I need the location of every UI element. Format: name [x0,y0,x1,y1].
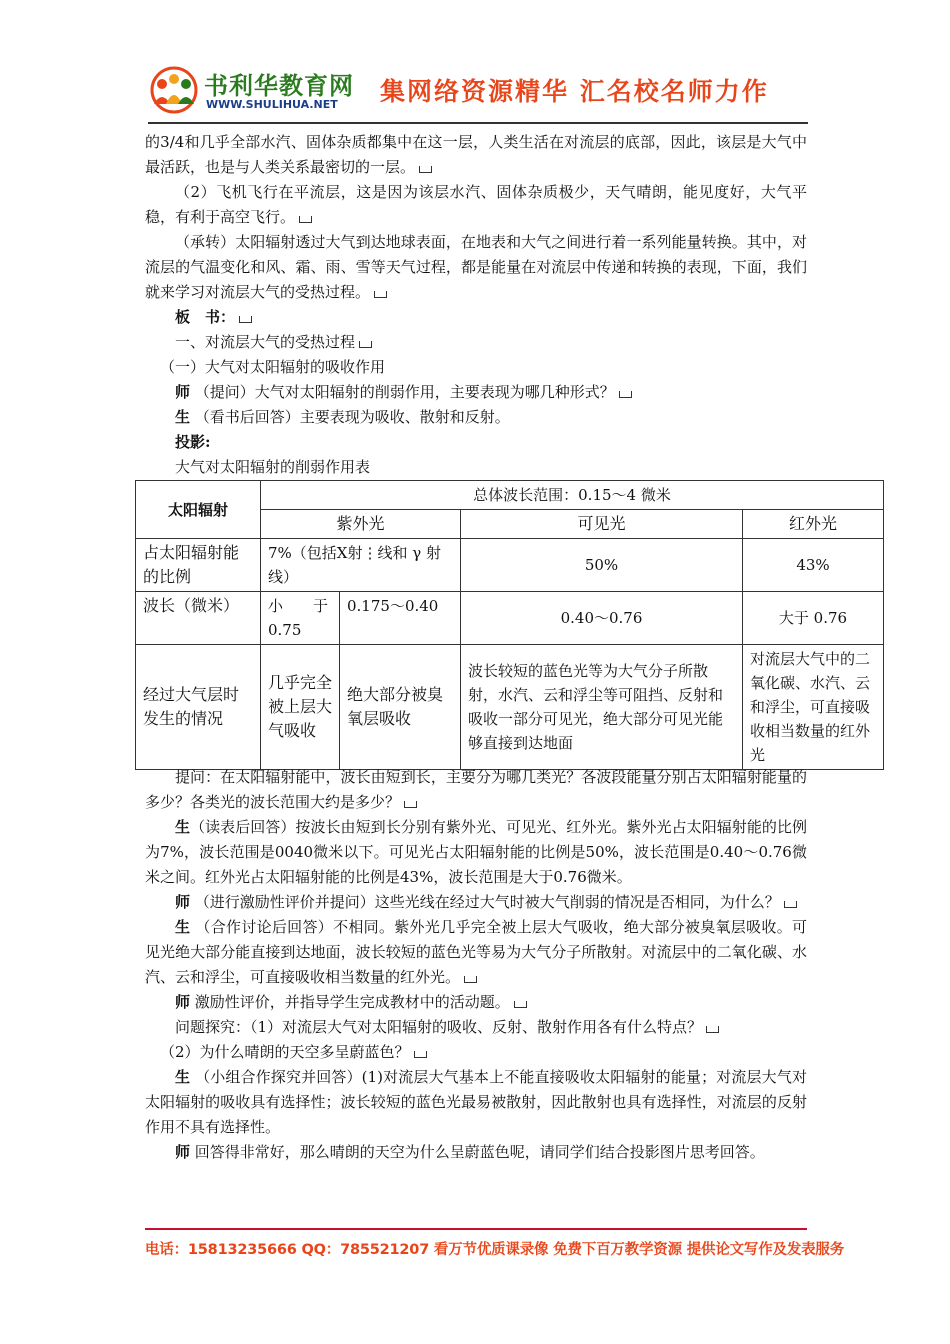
wavelength-range: 总体波长范围：0.15～4 微米 [261,481,884,510]
cell-visible-passage: 波长较短的蓝色光等为大气分子所散射，水汽、云和浮尘等可阻挡、反射和吸收一部分可见光，绝大部分可见光能够直接到达地面 [461,645,743,770]
brand-name: 书利华教育网 [204,72,354,100]
return-mark-icon [299,216,312,223]
return-mark-icon [619,391,632,398]
people-circle-logo-icon [148,66,200,114]
section-heading: 一、对流层大气的受热过程 [145,330,807,355]
cell-uv-wavelength-2: 0.175～0.40 [340,592,461,645]
paragraph-2: （2）飞机飞行在平流层，这是因为该层水汽、固体杂质极少，天气晴朗，能见度好，大气平稳，有利于高空飞行。 [145,183,807,226]
table-caption: 大气对太阳辐射的削弱作用表 [175,458,371,476]
cell-infrared-wavelength: 大于 0.76 [743,592,884,645]
teacher-closing: 师 回答得非常好，那么晴朗的天空为什么呈蔚蓝色呢，请同学们结合投影图片思考回答。 [175,1143,765,1161]
return-mark-icon [374,291,387,298]
document-body-continued [145,765,807,1165]
cell-infrared-passage: 对流层大气中的二氧化碳、水汽、云和浮尘，可直接吸收相当数量的红外光 [743,645,884,770]
cell-uv-wavelength-1: 小 于 0.75 [261,592,340,645]
return-mark-icon [784,901,797,908]
teacher-question-2: 师 （进行激励性评价并提问）这些光线在经过大气时被大气削弱的情况是否相同，为什么？ [145,890,807,915]
student-answer-3: 生 （小组合作探究并回答）(1)对流层大气基本上不能直接吸收太阳辐射的能量；对流层大气对太阳辐射的吸收具有选择性；波长较短的蓝色光最易被散射，因此散射也具有选择性，对流层的反射作用不具有选择性。 [145,1068,807,1136]
projection-label: 投影: [175,433,211,451]
cell-visible-wavelength: 0.40～0.76 [461,592,743,645]
cell-uv-passage-2: 绝大部分被臭氧层吸收 [340,645,461,770]
col-visible: 可见光 [461,510,743,539]
paragraph-1: 的3/4和几乎全部水汽、固体杂质都集中在这一层，人类生活在对流层的底部，因此，该层是大气中最活跃，也是与人类关系最密切的一层。 [145,133,807,176]
return-mark-icon [514,1001,527,1008]
return-mark-icon [239,316,252,323]
return-mark-icon [414,1051,427,1058]
return-mark-icon [464,976,477,983]
return-mark-icon [404,801,417,808]
student-answer: 生 （看书后回答）主要表现为吸收、散射和反射。 [175,408,510,426]
inquiry-question-1: 问题探究：（1）对流层大气对太阳辐射的吸收、反射、散射作用各有什么特点？ [145,1015,807,1040]
table-corner: 太阳辐射 [136,481,261,539]
header-slogan: 集网络资源精华 汇名校名师力作 [380,77,769,106]
header-divider [148,122,808,124]
footer-contact: 电话：15813235666 QQ：785521207 看万节优质课录像 免费下百万教学资源 提供论文写作及发表服务 [145,1242,845,1258]
col-ultraviolet: 紫外光 [261,510,461,539]
document-body [145,130,807,480]
cell-infrared-share: 43% [743,539,884,592]
inquiry-question-2: （2）为什么晴朗的天空多呈蔚蓝色？ [145,1040,807,1065]
subsection-heading: （一）大气对太阳辐射的吸收作用 [160,358,386,376]
board-label: 板 书： [145,305,807,330]
footer-divider [145,1228,807,1230]
brand-url: WWW.SHULIHUA.NET [206,98,338,111]
teacher-note: 师 激励性评价，并指导学生完成教材中的活动题。 [145,990,807,1015]
cell-uv-passage-1: 几乎完全被上层大气吸收 [261,645,340,770]
student-answer-2: 生 （合作讨论后回答）不相同。紫外光几乎完全被上层大气吸收，绝大部分被臭氧层吸收。可见光绝大部分能直接到达地面，波长较短的蓝色光等易为大气分子所散射。对流层中的二氧化碳、水汽、云和浮尘，可直接吸收相当数量的红外光。 [145,918,807,986]
question-paragraph: 提问：在太阳辐射能中，波长由短到长，主要分为哪几类光？各波段能量分别占太阳辐射能量的多少？各类光的波长范围大约是多少？ [145,768,807,811]
teacher-question: 师 （提问）大气对太阳辐射的削弱作用，主要表现为哪几种形式？ [145,380,807,405]
page-header [148,62,808,120]
student-answer-1: 生（读表后回答）按波长由短到长分别有紫外光、可见光、红外光。紫外光占太阳辐射能的比例为7%，波长范围是0040微米以下。可见光占太阳辐射能的比例是50%，波长范围是0.40～0.76微米之间。红外光占太阳辐射能的比例是43%，波长范围是大于0.76微米。 [145,818,807,886]
row-label-passage: 经过大气层时发生的情况 [136,645,261,770]
return-mark-icon [359,341,372,348]
row-label-wavelength: 波长（微米） [136,592,261,645]
row-label-energy-share: 占太阳辐射能的比例 [136,539,261,592]
return-mark-icon [419,166,432,173]
cell-visible-share: 50% [461,539,743,592]
col-infrared: 红外光 [743,510,884,539]
paragraph-3: （承转）太阳辐射透过大气到达地球表面，在地表和大气之间进行着一系列能量转换。其中，对流层的气温变化和风、霜、雨、雪等天气过程，都是能量在对流层中传递和转换的表现，下面，我们就来学习对流层大气的受热过程。 [145,233,807,301]
solar-radiation-table [135,480,884,770]
cell-uv-share: 7%（包括Ⅹ射⋮线和 γ 射线） [261,539,461,592]
return-mark-icon [706,1026,719,1033]
